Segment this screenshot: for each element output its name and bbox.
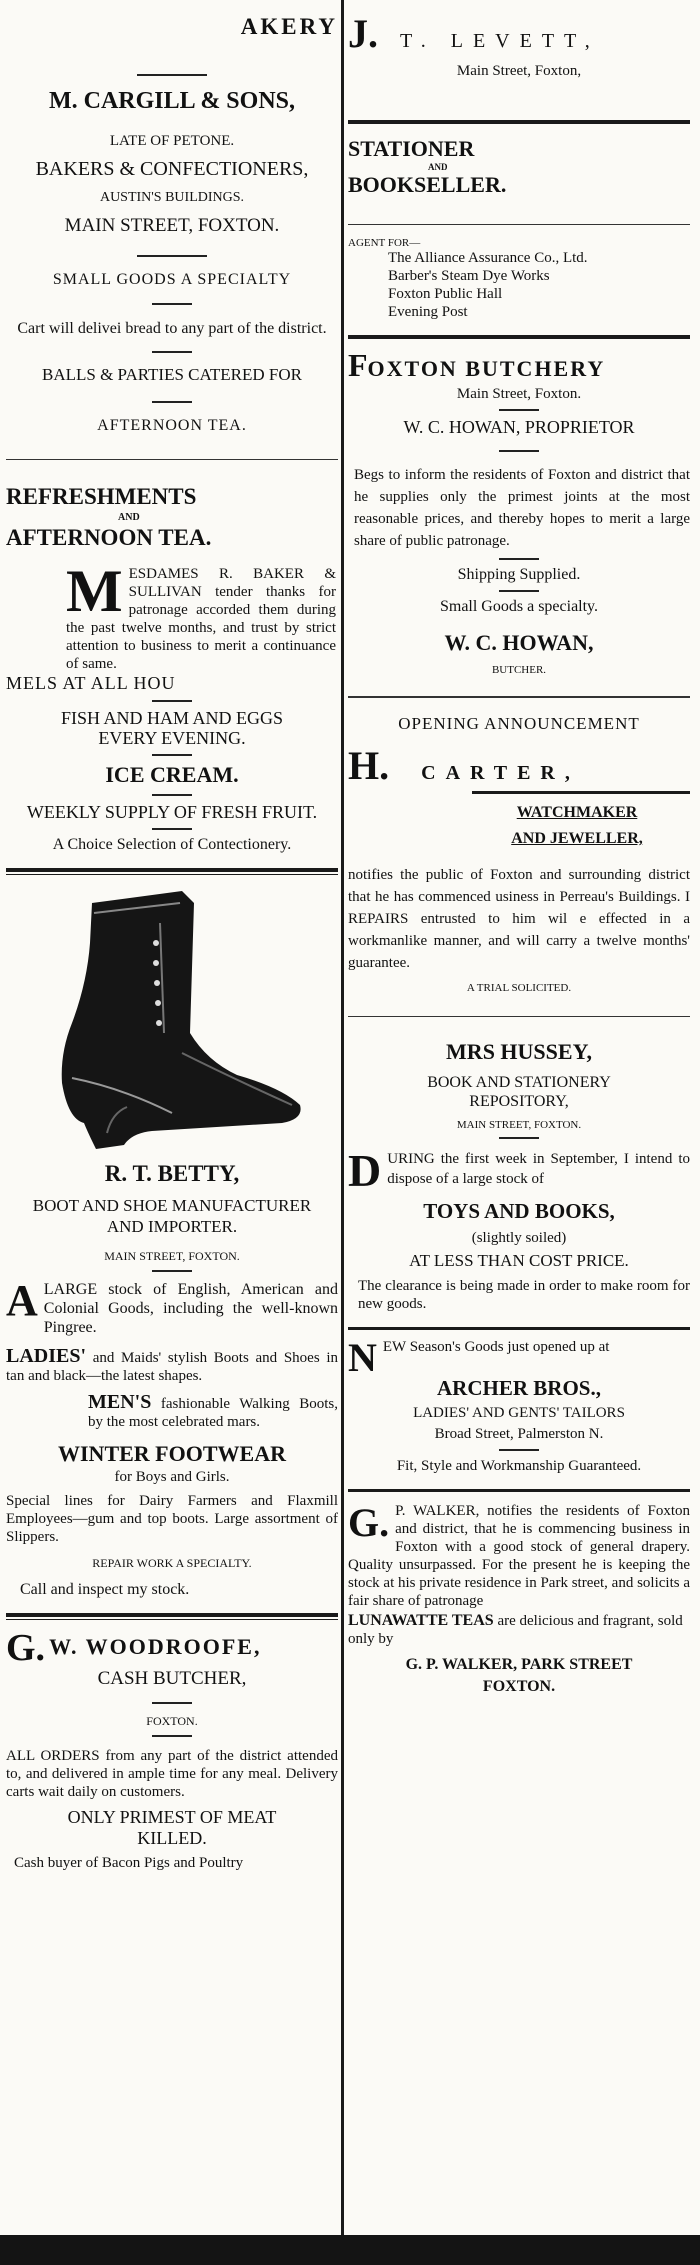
walker-body: P. WALKER, notifies the residents of Foxton and district, that he is commencing business in Foxton with a good stock of general drapery. Quality unsurpassed. For the present he is keeping the stock at his private residence in Park street, and solicits a fair share of patronage — [348, 1503, 690, 1609]
archer-fit: Fit, Style and Workmanship Guaranteed. — [396, 1458, 642, 1474]
ad-separator — [6, 1613, 338, 1617]
divider — [499, 1137, 539, 1139]
betty-winter: WINTER FOOTWEAR — [58, 1441, 286, 1466]
butchery-head — [348, 347, 690, 384]
drop-cap-h: H. — [348, 743, 390, 788]
woodroofe-place: FOXTON. — [146, 1714, 198, 1728]
walker-lunawatte-block — [348, 1612, 690, 1648]
bakery-ad — [6, 14, 338, 435]
drop-cap-f: F — [348, 347, 368, 383]
refresh-body-block — [66, 558, 336, 673]
carter-name: CARTER, — [421, 762, 580, 784]
drop-cap-j: J. — [348, 11, 378, 56]
carter-head — [348, 742, 690, 789]
butchery-sig: W. C. HOWAN, — [444, 630, 594, 655]
archer-ad — [348, 1335, 690, 1475]
left-column — [6, 0, 338, 2235]
hussey-name: MRS HUSSEY, — [446, 1039, 592, 1064]
levett-ad — [348, 10, 690, 321]
divider — [152, 700, 192, 702]
divider — [499, 409, 539, 411]
carter-opening: OPENING ANNOUNCEMENT — [398, 714, 640, 733]
betty-trade: BOOT AND SHOE MANUFACTURER AND IMPORTER. — [32, 1196, 312, 1236]
bakery-cart: Cart will delivei bread to any part of the district. — [17, 320, 327, 337]
hussey-soiled: (slightly soiled) — [471, 1230, 567, 1246]
archer-addr: Broad Street, Palmerston N. — [434, 1426, 604, 1442]
agency-item: Foxton Public Hall — [388, 286, 503, 302]
bakery-street: MAIN STREET, FOXTON. — [64, 215, 280, 236]
walker-lunawatte: are delicious and fragrant, sold only by — [348, 1613, 683, 1647]
underline — [472, 791, 690, 794]
woodroofe-name: W. WOODROOFE, — [49, 1634, 262, 1659]
betty-repair: REPAIR WORK A SPECIALTY. — [92, 1556, 252, 1570]
betty-call: Call and inspect my stock. — [20, 1581, 190, 1598]
betty-name: R. T. BETTY, — [104, 1161, 240, 1186]
hussey-ad — [348, 1039, 690, 1313]
hussey-addr: MAIN STREET, FOXTON. — [456, 1119, 582, 1131]
refresh-meals: MELS AT ALL HOU — [6, 673, 176, 693]
divider — [152, 754, 192, 756]
ad-separator — [6, 459, 338, 460]
ad-separator — [348, 120, 690, 124]
divider — [152, 1270, 192, 1272]
archer-name: ARCHER BROS., — [437, 1376, 601, 1400]
betty-mens: fashionable Walking Boots, by the most celebrated mars. — [88, 1396, 338, 1430]
carter-trade1: WATCHMAKER — [516, 804, 638, 821]
divider — [152, 351, 192, 353]
ad-separator-thin — [6, 1619, 338, 1620]
butchery-body: Begs to inform the residents of Foxton and district that he supplies only the primest joints at the most reasonable prices, and thereby hopes to merit a large share of public patronage. — [354, 467, 690, 549]
levett-bookseller: BOOKSELLER. — [348, 172, 507, 197]
levett-addr: Main Street, Foxton, — [456, 63, 582, 79]
divider — [137, 74, 207, 76]
agency-item: The Alliance Assurance Co., Ltd. — [388, 250, 588, 266]
bakery-trade: BAKERS & CONFECTIONERS, — [35, 158, 309, 180]
woodroofe-trade: CASH BUTCHER, — [97, 1668, 247, 1689]
hussey-toys: TOYS AND BOOKS, — [423, 1199, 615, 1223]
betty-mens-block — [88, 1393, 338, 1431]
bakery-late: LATE OF PETONE. — [109, 133, 235, 149]
divider — [499, 558, 539, 560]
refresh-title1: REFRESHMENTS — [6, 484, 197, 509]
betty-winter-sub: for Boys and Girls. — [114, 1469, 230, 1485]
divider — [152, 828, 192, 830]
drop-cap-a: A — [6, 1276, 38, 1325]
carter-trial: A TRIAL SOLICITED. — [466, 982, 572, 994]
butchery-prop: W. C. HOWAN, PROPRIETOR — [403, 417, 635, 437]
boot-illustration — [32, 883, 312, 1153]
walker-body-block — [348, 1502, 690, 1610]
levett-stationer: STATIONER — [348, 136, 475, 161]
hussey-trade: BOOK AND STATIONERY REPOSITORY, — [427, 1074, 611, 1110]
drop-cap-g: G. — [6, 1627, 46, 1669]
butchery-title: OXTON BUTCHERY — [367, 356, 606, 381]
drop-cap-n: N — [348, 1335, 377, 1380]
bakery-balls: BALLS & PARTIES CATERED FOR — [41, 365, 302, 384]
page-edge — [0, 2235, 700, 2265]
woodroofe-orders: ALL ORDERS from any part of the district attended to, and delivered in ample time for any meal. Delivery carts wait daily on customers. — [6, 1748, 338, 1800]
refresh-fruit: WEEKLY SUPPLY OF FRESH FRUIT. — [26, 802, 318, 822]
hussey-price: AT LESS THAN COST PRICE. — [409, 1251, 629, 1270]
drop-cap-m: M — [66, 558, 123, 624]
refreshments-ad — [6, 484, 338, 854]
betty-stock: LARGE stock of English, American and Colonial Goods, including the well-known Pingree. — [43, 1281, 338, 1336]
woodroofe-ad — [6, 1628, 338, 1872]
betty-addr: MAIN STREET, FOXTON. — [104, 1249, 240, 1263]
refresh-ice: ICE CREAM. — [105, 762, 239, 787]
levett-agencies — [388, 249, 690, 321]
divider — [152, 303, 192, 305]
woodroofe-buyer: Cash buyer of Bacon Pigs and Poultry — [14, 1855, 244, 1871]
hussey-body: URING the first week in September, I intend to dispose of a large stock of — [387, 1151, 690, 1187]
bakery-building: AUSTIN'S BUILDINGS. — [99, 190, 245, 205]
archer-intro: EW Season's Goods just opened up at — [382, 1339, 610, 1355]
woodroofe-meat: ONLY PRIMEST OF MEAT KILLED. — [67, 1807, 277, 1848]
levett-name: T. LEVETT, — [400, 30, 600, 52]
betty-ladies-block — [6, 1347, 338, 1385]
bakery-firm: M. CARGILL & SONS, — [48, 88, 296, 114]
agency-item: Barber's Steam Dye Works — [388, 268, 550, 284]
divider — [152, 1702, 192, 1704]
refresh-fish: FISH AND HAM AND EGGS EVERY EVENING. — [60, 708, 284, 748]
bakery-tea: AFTERNOON TEA. — [97, 417, 247, 434]
refresh-confection: A Choice Selection of Contectionery. — [52, 836, 292, 853]
hussey-clearance: The clearance is being made in order to make room for new goods. — [358, 1278, 690, 1312]
levett-and: AND — [428, 162, 448, 172]
refresh-and: AND — [118, 512, 140, 523]
ad-separator — [348, 224, 690, 225]
ad-separator — [348, 335, 690, 339]
betty-ad — [6, 883, 338, 1599]
carter-body: notifies the public of Foxton and surrounding district that he has commenced usiness in Perreau's Buildings. I REPAIRS entrusted to him wil e effected in a workmanlike manner, and will carry a twelve months' guarantee. — [348, 867, 690, 971]
column-divider — [341, 0, 344, 2235]
bakery-header: AKERY — [240, 14, 338, 39]
butchery-sig-role: BUTCHER. — [491, 664, 547, 676]
divider — [152, 1735, 192, 1737]
betty-stock-block — [6, 1276, 338, 1337]
walker-sig: G. P. WALKER, PARK STREET — [405, 1656, 633, 1673]
betty-ladies-head: LADIES' — [6, 1345, 87, 1367]
walker-ad — [348, 1502, 690, 1696]
divider — [499, 450, 539, 452]
walker-lunawatte-head: LUNAWATTE TEAS — [348, 1612, 494, 1629]
divider — [499, 1449, 539, 1451]
ad-separator — [348, 1016, 690, 1017]
walker-place: FOXTON. — [482, 1678, 556, 1695]
ad-separator — [348, 1327, 690, 1330]
butchery-ad — [348, 347, 690, 676]
agency-item: Evening Post — [388, 304, 468, 320]
ad-separator — [348, 696, 690, 698]
refresh-title2: AFTERNOON TEA. — [6, 525, 212, 550]
butchery-small: Small Goods a specialty. — [439, 598, 599, 615]
levett-agent: AGENT FOR— — [348, 237, 421, 249]
betty-ladies: and Maids' stylish Boots and Shoes in tan and black—the latest shapes. — [6, 1350, 339, 1384]
betty-lines: Special lines for Dairy Farmers and Flaxmill Employees—gum and top boots. Large assortment of Slippers. — [6, 1493, 338, 1545]
butchery-addr: Main Street, Foxton. — [456, 386, 582, 402]
bakery-special: SMALL GOODS A SPECIALTY — [52, 271, 292, 288]
woodroofe-head — [6, 1628, 338, 1690]
carter-trade2: AND JEWELLER, — [511, 830, 643, 847]
carter-ad — [348, 714, 690, 994]
divider — [499, 590, 539, 592]
drop-cap-g: G. — [348, 1500, 390, 1545]
betty-mens-head: MEN'S — [88, 1391, 152, 1413]
divider — [152, 794, 192, 796]
divider — [137, 255, 207, 257]
archer-trade: LADIES' AND GENTS' TAILORS — [413, 1405, 625, 1421]
levett-head — [348, 10, 690, 57]
ad-separator-thin — [6, 874, 338, 875]
archer-intro-block — [348, 1335, 690, 1380]
butchery-shipping: Shipping Supplied. — [457, 566, 581, 583]
divider — [152, 401, 192, 403]
hussey-body-block — [348, 1145, 690, 1196]
ad-separator — [348, 1489, 690, 1492]
drop-cap-d: D — [348, 1145, 382, 1196]
right-column — [348, 0, 690, 2235]
refresh-body: ESDAMES R. BAKER & SULLIVAN tender thanks for patronage accorded them during the past twelve months, and trust by strict attention to business to merit a continuance of same. — [66, 566, 336, 672]
ad-separator — [6, 868, 338, 872]
